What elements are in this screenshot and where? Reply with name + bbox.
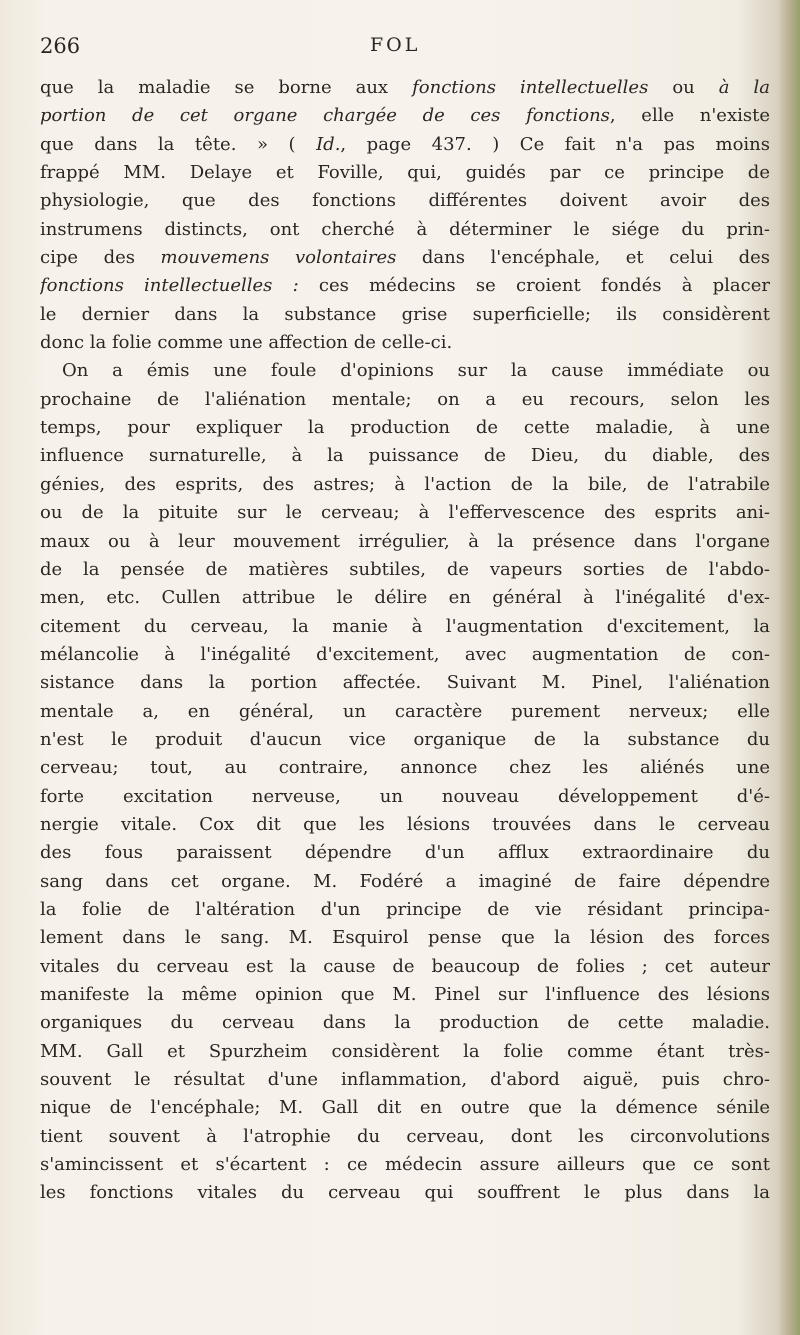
text-line: [40, 584, 770, 612]
text-segment: que la maladie se borne aux: [40, 77, 413, 98]
text-line: [40, 1066, 770, 1094]
text-segment: ou de la pituite sur le cerveau; à l'effervescence des esprits ani-: [40, 502, 770, 524]
text-line: [40, 187, 770, 215]
text-line: [40, 698, 770, 726]
text-segment: ces médecins se croient fondés à placer: [298, 275, 770, 297]
running-head: FOL: [370, 34, 421, 56]
text-line: [40, 471, 770, 499]
text-segment: instrumens distincts, ont cherché à déterminer le siége du prin-: [40, 218, 770, 240]
text-segment: les fonctions vitales du cerveau qui souffrent le plus dans la: [40, 1182, 770, 1204]
text-segment: temps, pour expliquer la production de cette maladie, à une: [40, 417, 770, 439]
italic-text: fonctions intellectuelles :: [40, 275, 299, 297]
text-segment: vitales du cerveau est la cause de beaucoup de folies ; cet auteur: [40, 955, 770, 977]
text-line: [40, 556, 770, 584]
text-segment: MM. Gall et Spurzheim considèrent la folie comme étant très-: [40, 1040, 770, 1062]
text-line: [40, 783, 770, 811]
italic-text: à la: [718, 77, 770, 98]
text-line: [40, 1123, 770, 1151]
text-line: [40, 726, 770, 754]
text-segment: souvent le résultat d'une inflammation, d'abord aiguë, puis chro-: [40, 1069, 770, 1091]
text-segment: maux ou à leur mouvement irrégulier, à la présence dans l'organe: [40, 530, 770, 552]
text-segment: men, etc. Cullen attribue le délire en général à l'inégalité d'ex-: [40, 587, 770, 609]
text-segment: prochaine de l'aliénation mentale; on a eu recours, selon les: [40, 388, 770, 410]
text-line: [40, 528, 770, 556]
page-header: [40, 30, 740, 64]
text-line: [40, 613, 770, 641]
text-segment: On a émis une foule d'opinions sur la cause immédiate ou: [62, 360, 770, 382]
text-segment: organiques du cerveau dans la production de cette maladie.: [40, 1012, 770, 1034]
text-segment: sistance dans la portion affectée. Suivant M. Pinel, l'aliénation: [40, 672, 770, 694]
text-line: [40, 754, 770, 782]
text-line: [40, 1094, 770, 1122]
text-line: [40, 442, 770, 470]
text-segment: mélancolie à l'inégalité d'excitement, avec augmentation de con-: [40, 643, 770, 665]
text-segment: sang dans cet organe. M. Fodéré a imaginé de faire dépendre: [40, 870, 770, 892]
text-segment: lement dans le sang. M. Esquirol pense que la lésion des forces: [40, 927, 770, 949]
text-segment: cipe des: [40, 247, 161, 269]
italic-text: mouvemens volontaires: [160, 247, 397, 269]
text-segment: citement du cerveau, la manie à l'augmentation d'excitement, la: [40, 615, 770, 637]
text-segment: dans l'encéphale, et celui des: [396, 247, 770, 269]
text-line: [40, 329, 770, 357]
text-line: [40, 1009, 770, 1037]
text-line: [40, 301, 770, 329]
text-segment: nergie vitale. Cox dit que les lésions trouvées dans le cerveau: [40, 813, 770, 835]
text-line: [40, 357, 770, 385]
text-line: [40, 74, 770, 102]
text-segment: donc la folie comme une affection de celle-ci.: [40, 332, 453, 354]
text-segment: des fous paraissent dépendre d'un afflux extraordinaire du: [40, 842, 770, 864]
text-line: [40, 669, 770, 697]
text-segment: le dernier dans la substance grise superficielle; ils considèrent: [40, 303, 770, 325]
text-line: [40, 839, 770, 867]
text-line: [40, 216, 770, 244]
text-line: [40, 159, 770, 187]
text-line: [40, 102, 770, 130]
text-line: [40, 1038, 770, 1066]
text-segment: , elle n'existe: [609, 105, 770, 127]
text-segment: physiologie, que des fonctions différentes doivent avoir des: [40, 190, 770, 212]
text-segment: nique de l'encéphale; M. Gall dit en outre que la démence sénile: [40, 1097, 770, 1119]
text-line: [40, 953, 770, 981]
text-segment: génies, des esprits, des astres; à l'action de la bile, de l'atrabile: [40, 473, 770, 495]
text-line: [40, 811, 770, 839]
text-segment: manifeste la même opinion que M. Pinel sur l'influence des lésions: [40, 984, 770, 1005]
text-segment: , page 437. ) Ce fait n'a pas moins: [340, 133, 770, 155]
text-line: [40, 868, 770, 896]
text-segment: ou: [648, 77, 719, 98]
text-segment: influence surnaturelle, à la puissance de Dieu, du diable, des: [40, 445, 770, 467]
italic-text: fonctions intellectuelles: [412, 77, 649, 98]
body-text: [40, 74, 770, 1208]
text-line: [40, 924, 770, 952]
page-edge-shadow: [778, 0, 800, 1335]
text-line: [40, 1151, 770, 1179]
text-segment: tient souvent à l'atrophie du cerveau, dont les circonvolutions: [40, 1125, 770, 1147]
page-number: 266: [40, 34, 81, 58]
italic-text: Id.: [316, 133, 341, 155]
text-segment: n'est le produit d'aucun vice organique de la substance du: [40, 728, 770, 750]
italic-text: portion de cet organe chargée de ces fonctions: [40, 105, 610, 127]
text-segment: que dans la tête. » (: [40, 133, 317, 155]
text-line: [40, 131, 770, 159]
text-segment: frappé MM. Delaye et Foville, qui, guidés par ce principe de: [40, 162, 770, 184]
text-line: [40, 414, 770, 442]
text-line: [40, 272, 770, 300]
text-line: [40, 499, 770, 527]
text-line: [40, 896, 770, 924]
text-segment: cerveau; tout, au contraire, annonce chez les aliénés une: [40, 757, 770, 779]
text-line: [40, 386, 770, 414]
text-line: [40, 1179, 770, 1207]
text-segment: mentale a, en général, un caractère purement nerveux; elle: [40, 700, 770, 722]
text-line: [40, 641, 770, 669]
text-segment: s'amincissent et s'écartent : ce médecin assure ailleurs que ce sont: [40, 1154, 770, 1176]
text-line: [40, 244, 770, 272]
text-line: [40, 981, 770, 1009]
text-segment: de la pensée de matières subtiles, de vapeurs sorties de l'abdo-: [40, 558, 770, 580]
text-segment: la folie de l'altération d'un principe de vie résidant principa-: [40, 898, 770, 920]
text-segment: forte excitation nerveuse, un nouveau développement d'é-: [40, 785, 770, 807]
